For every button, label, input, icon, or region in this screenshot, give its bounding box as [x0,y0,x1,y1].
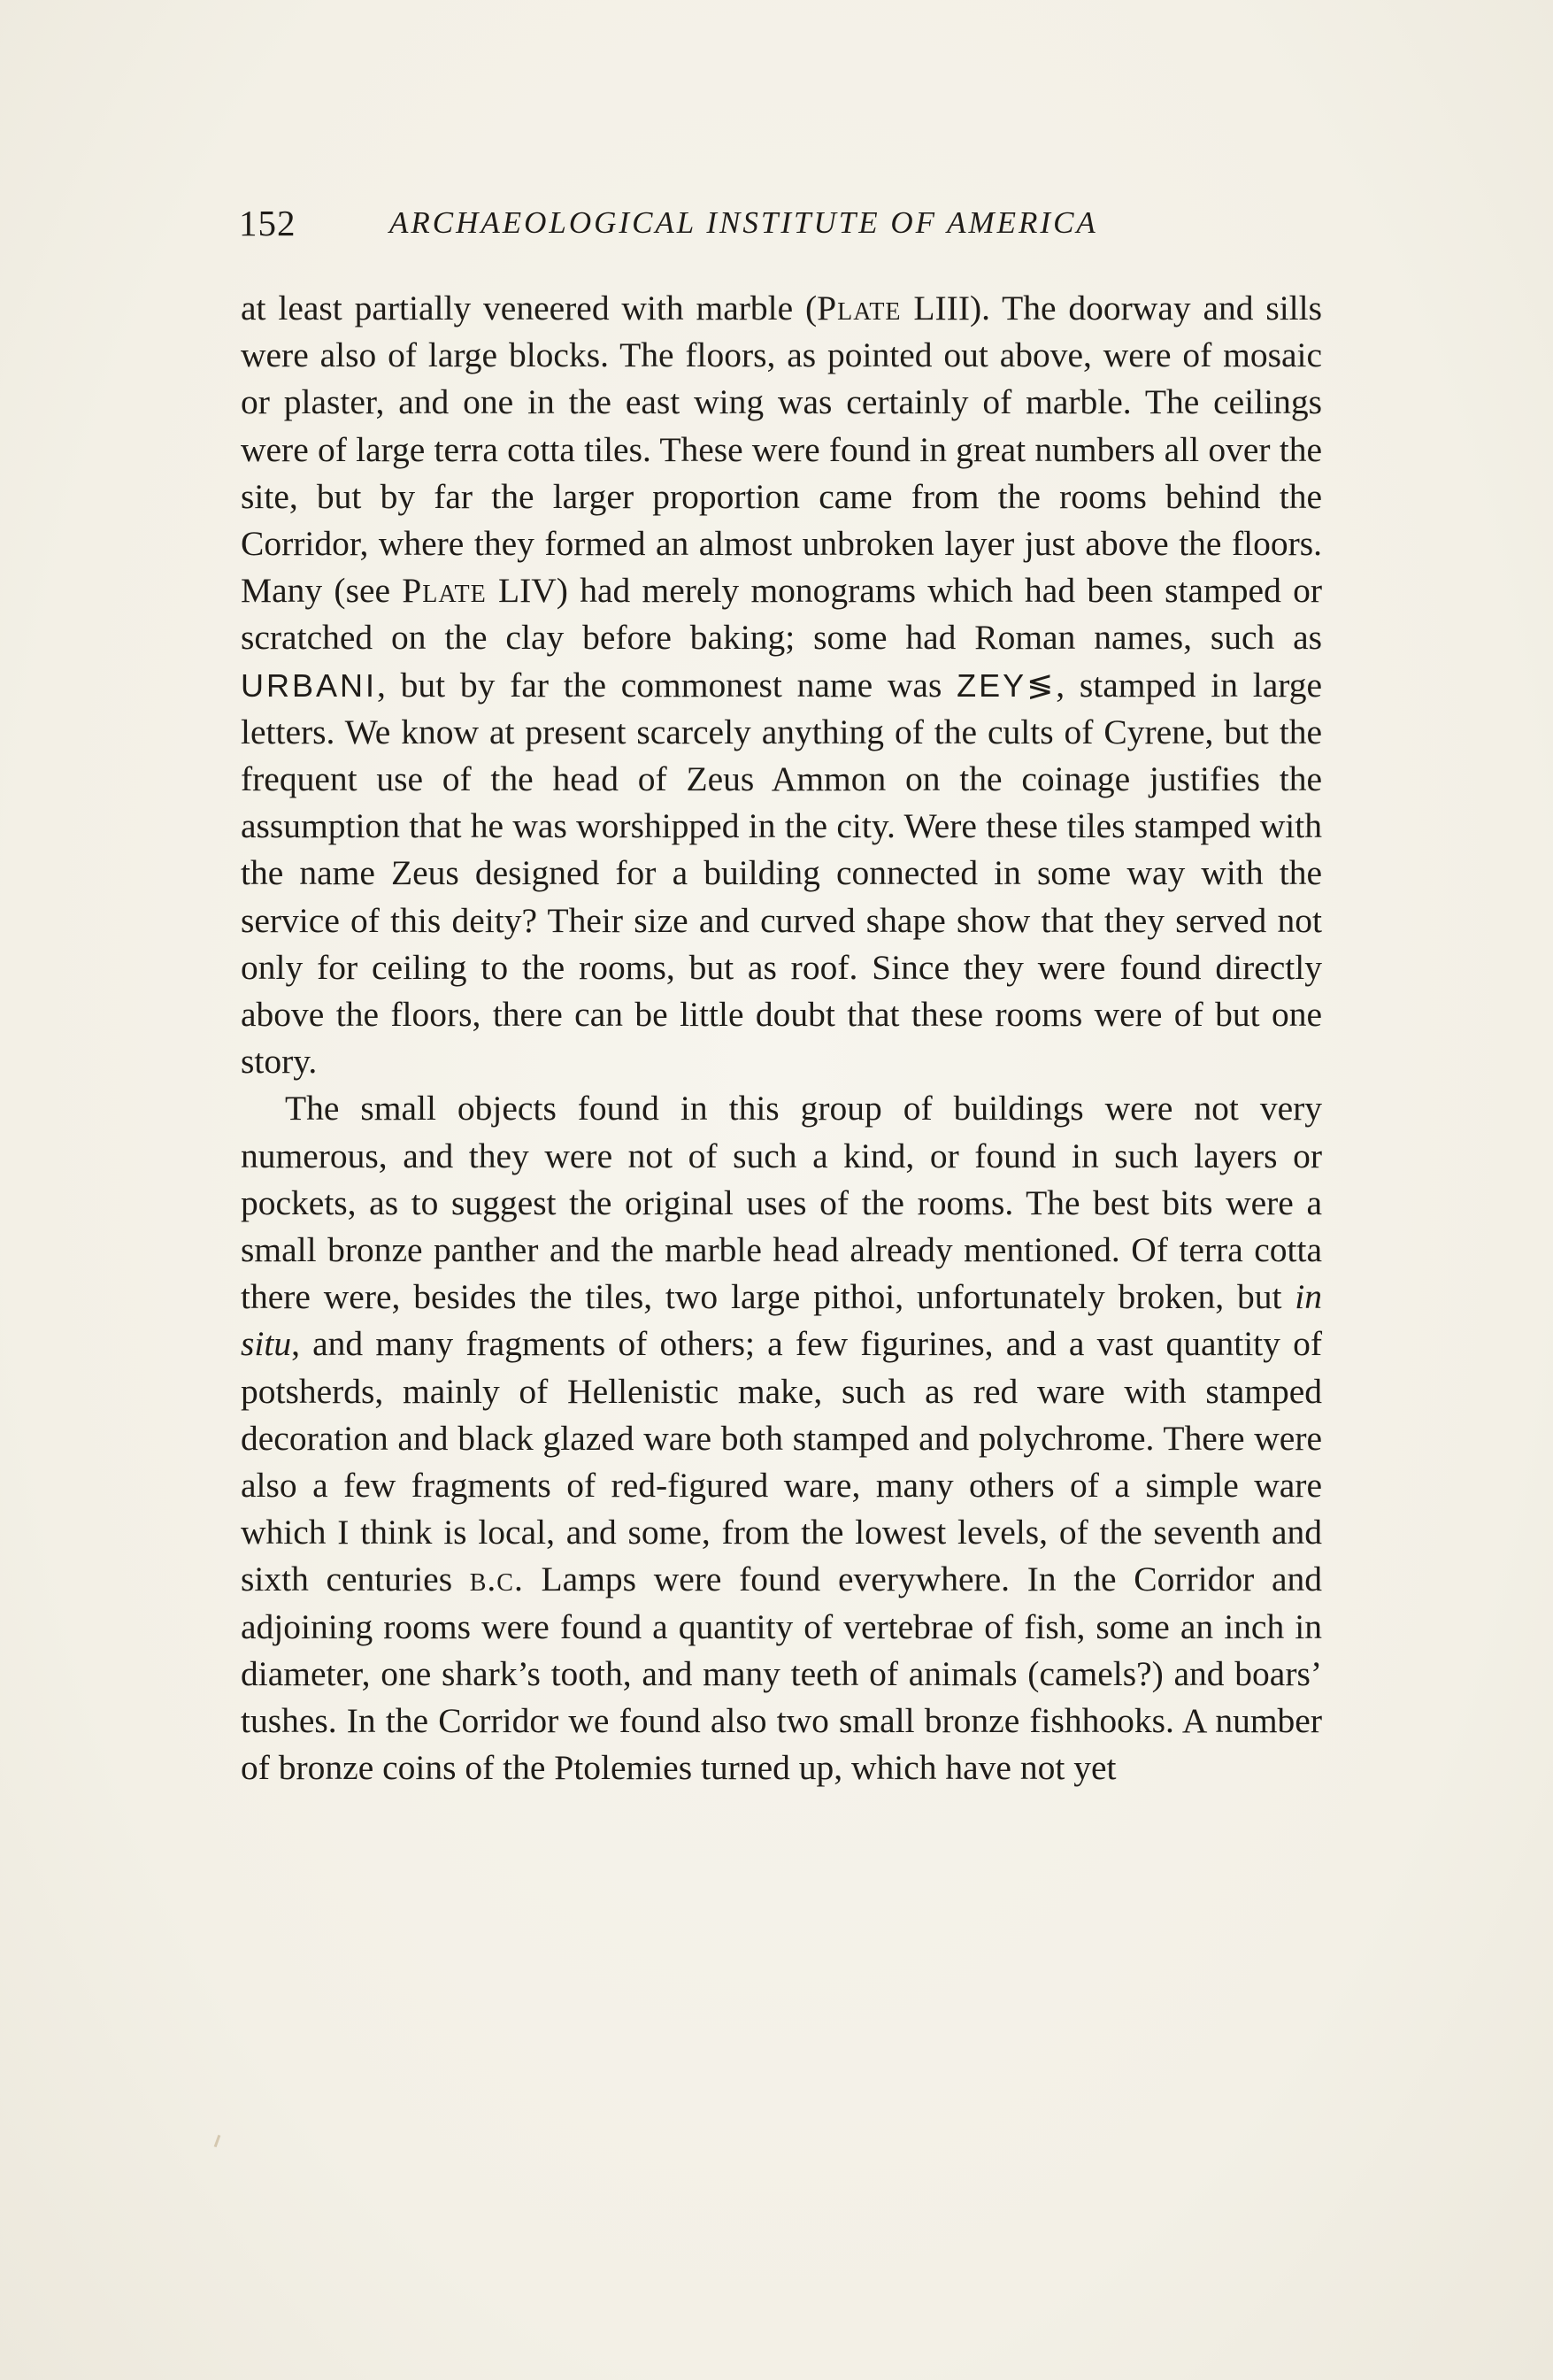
page-number: 152 [239,203,296,243]
text-run: , and many fragments of others; a few figurines, and a vast quantity of potsherds, mainly of Hellenistic make, such as red ware with stamped decoration and black glazed ware both stamped and polychrome. There were also a few fragments of red-figured ware, many others of a simple ware which I think is local, and some, from the lowest levels, of the seventh and sixth centuries [241,1324,1322,1599]
scan-mark [214,2135,221,2147]
italic-term: in situ [241,1277,1322,1364]
page-header [239,202,1168,255]
plate-reference: Plate [817,289,902,327]
body-text [241,285,1322,1792]
tile-stamp-inscription: URBANI [241,666,378,704]
text-run: at least partially veneered with marble ( [241,289,818,327]
text-run: LIV) had merely monograms which had been stamped or scratched on the clay before baking; some had Roman names, such as [241,571,1322,658]
text-run: Lamps were found everywhere. In the Corridor and adjoining rooms were found a quantity of vertebrae of fish, some an inch in diameter, one shark’s tooth, and many teeth of animals (camels?) and boars’ tushes. In the Corridor we found also two small bronze fishhooks. A number of bronze coins of the Ptolemies turned up, which have not yet [241,1560,1322,1788]
plate-reference: Plate [402,571,487,611]
text-run: , but by far the commonest name was [377,665,957,705]
era-abbreviation: b.c. [469,1560,524,1599]
text-run: LIII). The doorway and sills were also of large blocks. The floors, as pointed out above, were of mosaic or plaster, and one in the east wing was certainly of marble. The ceilings were of large terra cotta tiles. These were found in great numbers all over the site, but by far the larger proportion came from the rooms behind the Corridor, where they formed an almost unbroken layer just above the floors. Many (see [241,289,1322,611]
text-run: The small objects found in this group of buildings were not very numerous, and they were not of such a kind, or found in such layers or pockets, as to suggest the original uses of the rooms. The best bits were a small bronze panther and the marble head already mentioned. Of terra cotta there were, besides the tiles, two large pithoi, unfortunately broken, but [241,1089,1322,1317]
paragraph-2 [241,1085,1322,1791]
running-head: ARCHAEOLOGICAL INSTITUTE OF AMERICA [389,205,1098,240]
tile-stamp-inscription: ZEY≶ [957,666,1057,704]
text-run: , stamped in large letters. We know at present scarcely anything of the cults of Cyrene, but the frequent use of the head of Zeus Ammon on the coinage justifies the assumption that he was worshipped in the city. Were these tiles stamped with the name Zeus designed for a building connected in some way with the service of this deity? Their size and curved shape show that they served not only for ceiling to the rooms, but as roof. Since they were found directly above the floors, there can be little doubt that these rooms were of but one story. [241,665,1322,1082]
paragraph-1 [241,285,1322,1085]
